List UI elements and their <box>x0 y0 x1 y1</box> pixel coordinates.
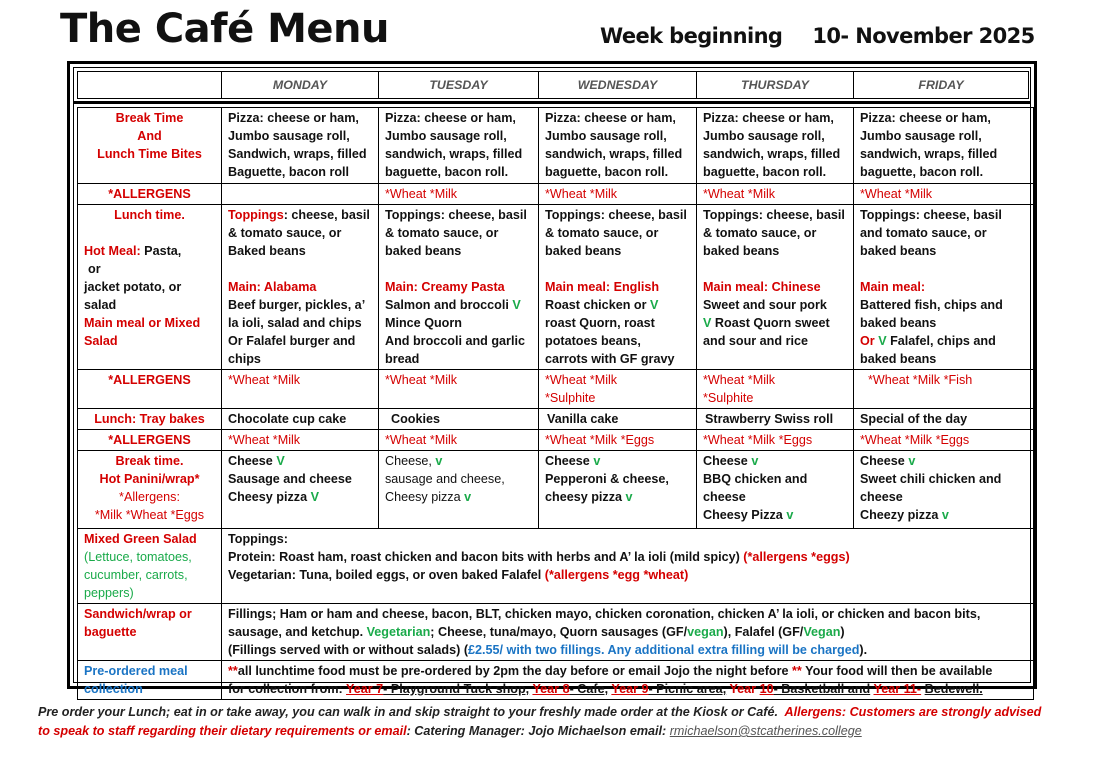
item-line: baked beans <box>703 244 780 258</box>
lunch-monday <box>222 205 379 370</box>
item-text: Falafel, chips and <box>890 334 996 348</box>
day-thursday: THURSDAY <box>697 72 854 99</box>
item-line: Jumbo sausage roll, <box>860 129 982 143</box>
collection-place: - Cafe, <box>569 682 609 696</box>
label-break-bites <box>78 108 222 184</box>
break-bites-wednesday <box>539 108 697 184</box>
label-allergens: *ALLERGENS <box>78 430 222 451</box>
label-salad <box>78 529 222 604</box>
day-header-row <box>78 72 1029 99</box>
break-bites-monday <box>222 108 379 184</box>
day-header-table <box>77 71 1029 99</box>
item-line: Toppings: cheese, basil <box>860 208 1002 222</box>
item-line <box>703 452 847 470</box>
item-line: baked beans <box>860 316 937 330</box>
salad-title: Mixed Green Salad <box>84 532 197 546</box>
lunch-friday <box>854 205 1034 370</box>
lunch-wednesday <box>539 205 697 370</box>
vegetarian-marker: v <box>751 454 759 468</box>
item-line <box>860 332 1027 350</box>
item-line <box>860 452 1027 470</box>
label-line: *Milk *Wheat *Eggs <box>94 508 205 522</box>
item-line: baked beans <box>860 244 937 258</box>
collection-place: - Picnic area, <box>648 682 727 696</box>
panini-friday <box>854 451 1034 529</box>
label-preorder <box>78 661 222 700</box>
item-line: bread <box>385 352 420 366</box>
item-text: Cheese <box>860 454 905 468</box>
vegan-label: Vegan <box>803 625 841 639</box>
item-line: Jumbo sausage roll, <box>385 129 507 143</box>
vegetarian-marker: V <box>878 334 887 348</box>
item-line <box>545 452 690 470</box>
item-line: Sweet and sour pork <box>703 298 827 312</box>
item-line: Pizza: cheese or ham, <box>703 111 834 125</box>
item-line <box>385 488 532 506</box>
year-number: 10 <box>759 682 774 696</box>
week-date: 10- November 2025 <box>812 24 1035 48</box>
allergen-line: *Sulphite <box>545 391 596 405</box>
stars: ** <box>228 664 238 678</box>
preorder-text: Your food will then be available <box>805 664 993 678</box>
vegetarian-marker: v <box>908 454 916 468</box>
week-beginning <box>600 24 1035 48</box>
row-allergens-3 <box>78 430 1034 451</box>
item-text: cheesy pizza <box>545 490 623 504</box>
item-line: la ioli, salad and chips <box>228 316 362 330</box>
item-line: BBQ chicken and <box>703 472 808 486</box>
item-line <box>385 296 532 314</box>
hot-meal-line <box>84 242 215 260</box>
vegetarian-marker: v <box>435 454 443 468</box>
price-note: £2.55/ with two fillings. Any additional extra filling will be charged <box>468 643 860 657</box>
tray-bake-friday: Special of the day <box>854 409 1034 430</box>
protein-allergens: (*allergens *eggs) <box>743 550 850 564</box>
item-line: Pepperoni & cheese, <box>545 472 669 486</box>
footer-line-2 <box>38 722 1068 741</box>
main-title: Main meal: English <box>545 280 660 294</box>
header-blank <box>78 72 222 99</box>
year-label: Year 8 <box>532 682 570 696</box>
allergen-line: *Wheat *Milk *Fish <box>868 373 973 387</box>
vegetarian-marker: V <box>276 454 285 468</box>
item-line: baguette, bacon roll. <box>860 165 984 179</box>
toppings-label: Toppings <box>228 208 284 222</box>
vegetarian-marker: V <box>310 490 319 504</box>
allergens-friday <box>854 370 1034 409</box>
day-monday: MONDAY <box>222 72 379 99</box>
label-line: Pre-ordered meal <box>84 664 188 678</box>
row-salad <box>78 529 1034 604</box>
item-line: roast Quorn, roast <box>545 316 655 330</box>
salad-line: salad <box>84 298 117 312</box>
row-tray-bakes <box>78 409 1034 430</box>
label-line: collection <box>84 682 143 696</box>
item-line <box>860 506 1027 524</box>
item-text: Cheese, <box>385 454 432 468</box>
vegetarian-marker: v <box>625 490 633 504</box>
main-meal-line: Salad <box>84 334 118 348</box>
menu-table <box>77 107 1034 700</box>
tray-bake-monday: Chocolate cup cake <box>222 409 379 430</box>
allergens-friday: *Wheat *Milk *Eggs <box>854 430 1034 451</box>
salad-vegetarian <box>228 566 1027 584</box>
salad-protein <box>228 548 1027 566</box>
item-text: Cheese <box>228 454 273 468</box>
tray-bake-wednesday: Vanilla cake <box>539 409 697 430</box>
label-tray-bakes: Lunch: Tray bakes <box>78 409 222 430</box>
label-allergens: *ALLERGENS <box>78 370 222 409</box>
item-line: and tomato sauce, or <box>860 226 987 240</box>
allergen-line: *Wheat *Milk <box>385 373 458 387</box>
item-line: baguette, bacon roll. <box>385 165 509 179</box>
allergens-wednesday: *Wheat *Milk <box>539 184 697 205</box>
label-lunch <box>78 205 222 370</box>
fillings-text: ), Falafel (GF/ <box>723 625 804 639</box>
item-line: baguette, bacon roll. <box>703 165 827 179</box>
preorder-details <box>222 661 1034 700</box>
year-label: Year 9 <box>611 682 649 696</box>
toppings-line <box>228 206 372 224</box>
stars: ** <box>792 664 802 678</box>
panini-tuesday <box>379 451 539 529</box>
label-line: Break Time <box>115 111 184 125</box>
item-line: Pizza: cheese or ham, <box>860 111 991 125</box>
row-lunch <box>78 205 1034 370</box>
item-text: Cheezy pizza <box>860 508 939 522</box>
label-line: Sandwich/wrap or <box>84 607 192 621</box>
item-line: & tomato sauce, or <box>385 226 499 240</box>
item-line <box>703 314 847 332</box>
price-line <box>228 641 1027 659</box>
allergens-tuesday: *Wheat *Milk <box>379 430 539 451</box>
item-line: sandwich, wraps, filled <box>703 147 841 161</box>
item-line: Toppings: cheese, basil <box>545 208 687 222</box>
item-line <box>228 488 372 506</box>
salad-ingredients: cucumber, carrots, <box>84 568 188 582</box>
item-line: potatoes beans, <box>545 334 641 348</box>
collection-label: for collection from: <box>228 682 343 696</box>
salad-toppings-title: Toppings: <box>228 532 288 546</box>
row-allergens-2 <box>78 370 1034 409</box>
main-title: Main meal: Chinese <box>703 280 821 294</box>
tray-bake-tuesday: Cookies <box>379 409 539 430</box>
lunch-title: Lunch time. <box>114 208 185 222</box>
allergens-friday: *Wheat *Milk <box>854 184 1034 205</box>
vegetarian-marker: V <box>649 298 659 312</box>
day-friday: FRIDAY <box>854 72 1029 99</box>
item-line: baked beans <box>545 244 622 258</box>
label-line: Break time. <box>115 454 184 468</box>
vegetarian-label: Vegetarian <box>366 625 431 639</box>
protein-text: Protein: Roast ham, roast chicken and bacon bits with herbs and A’ la ioli (mild spicy) <box>228 550 740 564</box>
label-sandwich <box>78 604 222 661</box>
allergens-monday <box>222 184 379 205</box>
item-line: cheese <box>860 490 903 504</box>
footer-note <box>38 703 1068 741</box>
item-line: Toppings: cheese, basil <box>385 208 527 222</box>
salad-ingredients: (Lettuce, tomatoes, <box>84 550 192 564</box>
allergen-line: *Wheat *Milk <box>703 373 776 387</box>
item-text: Cheesy pizza <box>228 490 308 504</box>
collection-place: Bedewell. <box>924 682 983 696</box>
label-line: Hot Panini/wrap* <box>99 472 200 486</box>
row-panini <box>78 451 1034 529</box>
week-label: Week beginning <box>600 24 783 48</box>
item-line <box>228 452 372 470</box>
label-line: baguette <box>84 625 137 639</box>
panini-thursday <box>697 451 854 529</box>
item-line: baked beans <box>860 352 937 366</box>
item-line: Baked beans <box>228 244 306 258</box>
preorder-line <box>228 662 1027 680</box>
item-line <box>545 296 690 314</box>
item-line: Pizza: cheese or ham, <box>545 111 676 125</box>
item-line: Baguette, bacon roll <box>228 165 350 179</box>
item-line: cheese <box>703 490 746 504</box>
vegetarian-marker: v <box>464 490 472 504</box>
main-title: Main: Alabama <box>228 280 317 294</box>
item-text: Cheesy Pizza <box>703 508 783 522</box>
main-title: Main meal: <box>860 280 926 294</box>
toppings-text: : cheese, basil <box>283 208 370 222</box>
menu-frame <box>67 61 1037 696</box>
lunch-tuesday <box>379 205 539 370</box>
label-panini <box>78 451 222 529</box>
item-line: sausage and cheese, <box>385 472 505 486</box>
item-line: & tomato sauce, or <box>545 226 659 240</box>
allergens-thursday: *Wheat *Milk <box>697 184 854 205</box>
break-bites-tuesday <box>379 108 539 184</box>
panini-wednesday <box>539 451 697 529</box>
menu-inner-frame <box>73 67 1031 696</box>
item-line: baguette, bacon roll. <box>545 165 669 179</box>
label-allergens: *ALLERGENS <box>78 184 222 205</box>
item-line: & tomato sauce, or <box>228 226 342 240</box>
fillings-text: ) <box>840 625 845 639</box>
item-line: Jumbo sausage roll, <box>703 129 825 143</box>
allergen-line: *Wheat *Milk <box>545 373 618 387</box>
footer-line-1 <box>38 703 1068 722</box>
item-line <box>385 452 532 470</box>
allergen-line: *Sulphite <box>703 391 754 405</box>
vegetarian-marker: V <box>512 298 521 312</box>
day-wednesday: WEDNESDAY <box>539 72 697 99</box>
item-line: Mince Quorn <box>385 316 462 330</box>
fillings-line <box>228 623 1027 641</box>
contact-text: : Catering Manager: Jojo Michaelson email: <box>406 724 667 738</box>
year-label: Year 7 <box>346 682 384 696</box>
allergens-thursday: *Wheat *Milk *Eggs <box>697 430 854 451</box>
item-line: Toppings: cheese, basil <box>703 208 845 222</box>
fillings-text: sausage, and ketchup. <box>228 625 364 639</box>
preorder-text: all lunchtime food must be pre-ordered by 2pm the day before or email Jojo the night before <box>237 664 789 678</box>
item-line: Beef burger, pickles, a’ <box>228 298 366 312</box>
item-text: Salmon and broccoli <box>385 298 509 312</box>
vegan-label: vegan <box>687 625 724 639</box>
item-text: Roast chicken or <box>545 298 647 312</box>
item-line <box>545 488 690 506</box>
vegetarian-marker: V <box>703 316 712 330</box>
or-text: Or <box>860 334 875 348</box>
item-line: Pizza: cheese or ham, <box>228 111 359 125</box>
hot-meal-text: Pasta, <box>144 244 182 258</box>
item-text: Cheese <box>545 454 590 468</box>
fillings-text: ). <box>859 643 868 657</box>
item-line: sandwich, wraps, filled <box>545 147 683 161</box>
collection-line <box>228 680 1027 698</box>
item-line: And broccoli and garlic <box>385 334 525 348</box>
fillings-text: ; Cheese, tuna/mayo, Quorn sausages (GF/ <box>430 625 688 639</box>
item-line: Pizza: cheese or ham, <box>385 111 516 125</box>
day-tuesday: TUESDAY <box>379 72 539 99</box>
item-line: Or Falafel burger and <box>228 334 356 348</box>
header-divider <box>74 101 1030 104</box>
year-label: Year <box>729 682 760 696</box>
item-line: sandwich, wraps, filled <box>385 147 523 161</box>
vegetarian-marker: v <box>593 454 601 468</box>
salad-details <box>222 529 1034 604</box>
vegetarian-text: Vegetarian: Tuna, boiled eggs, or oven baked Falafel <box>228 568 542 582</box>
allergens-wednesday: *Wheat *Milk *Eggs <box>539 430 697 451</box>
item-text: Cheesy pizza <box>385 490 461 504</box>
allergens-wednesday <box>539 370 697 409</box>
tray-bake-thursday: Strawberry Swiss roll <box>697 409 854 430</box>
row-sandwich <box>78 604 1034 661</box>
hot-meal-label: Hot Meal: <box>84 244 141 258</box>
allergens-monday: *Wheat *Milk <box>222 430 379 451</box>
sandwich-details <box>222 604 1034 661</box>
salad-ingredients: peppers) <box>84 586 134 600</box>
allergens-tuesday <box>379 370 539 409</box>
year-label: Year 11- <box>873 682 922 696</box>
collection-place: - Playground Tuck shop, <box>383 682 530 696</box>
item-line: and sour and rice <box>703 334 808 348</box>
item-line: chips <box>228 352 261 366</box>
item-line: carrots with GF gravy <box>545 352 675 366</box>
vegetarian-allergens: (*allergens *egg *wheat) <box>544 568 689 582</box>
item-line: Sausage and cheese <box>228 472 352 486</box>
item-text: Roast Quorn sweet <box>714 316 830 330</box>
collection-place: - Basketball and <box>773 682 871 696</box>
label-line: *Allergens: <box>119 490 180 504</box>
label-line: And <box>137 129 162 143</box>
item-line: Jumbo sausage roll, <box>545 129 667 143</box>
main-meal-line: Main meal or Mixed <box>84 316 201 330</box>
footer-text: Pre order your Lunch; eat in or take away, you can walk in and skip straight to your freshly made order at the Kiosk or Café. <box>38 705 778 719</box>
label-line: Lunch Time Bites <box>97 147 202 161</box>
page-title: The Café Menu <box>60 6 390 52</box>
jacket-line: jacket potato, or <box>84 280 182 294</box>
row-break-bites <box>78 108 1034 184</box>
item-line: Battered fish, chips and <box>860 298 1003 312</box>
fillings-line: Fillings; Ham or ham and cheese, bacon, BLT, chicken mayo, chicken coronation, chicken A’ la ioli, or chicken and bacon bits, <box>228 607 981 621</box>
main-title: Main: Creamy Pasta <box>385 280 505 294</box>
item-line: Sandwich, wraps, filled <box>228 147 367 161</box>
email-link[interactable]: rmichaelson@stcatherines.college <box>669 724 862 738</box>
item-line: baked beans <box>385 244 462 258</box>
break-bites-friday <box>854 108 1034 184</box>
item-line: Jumbo sausage roll, <box>228 129 350 143</box>
break-bites-thursday <box>697 108 854 184</box>
item-text: Cheese <box>703 454 748 468</box>
allergen-line: *Wheat *Milk <box>228 373 301 387</box>
item-line: & tomato sauce, or <box>703 226 817 240</box>
panini-monday <box>222 451 379 529</box>
or-line: or <box>88 262 101 276</box>
item-line: Sweet chili chicken and <box>860 472 1002 486</box>
allergen-warning: to speak to staff regarding their dietary requirements or email <box>38 724 407 738</box>
allergens-monday <box>222 370 379 409</box>
allergen-warning: Allergens: Customers are strongly advised <box>784 705 1042 719</box>
lunch-thursday <box>697 205 854 370</box>
vegetarian-marker: v <box>786 508 794 522</box>
row-preorder <box>78 661 1034 700</box>
vegetarian-marker: v <box>941 508 949 522</box>
item-line: sandwich, wraps, filled <box>860 147 998 161</box>
fillings-text: (Fillings served with or without salads) ( <box>228 643 469 657</box>
allergens-thursday <box>697 370 854 409</box>
row-allergens-1 <box>78 184 1034 205</box>
allergens-tuesday: *Wheat *Milk <box>379 184 539 205</box>
item-line <box>703 506 847 524</box>
